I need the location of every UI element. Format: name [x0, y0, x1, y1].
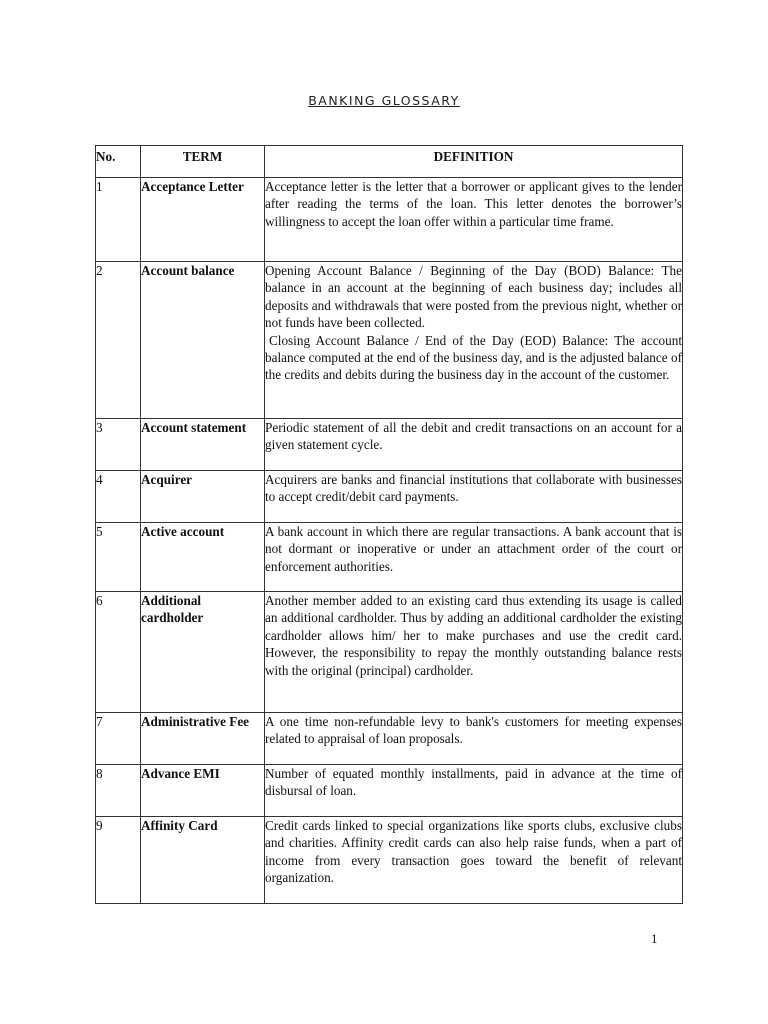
table-row [96, 419, 683, 471]
term-cell: Account balance [141, 262, 265, 419]
definition-cell [265, 765, 683, 817]
page-title: BANKING GLOSSARY [308, 93, 460, 108]
definition-cell [265, 471, 683, 523]
table-row [96, 765, 683, 817]
glossary-table [95, 145, 683, 904]
definition-text: Credit cards linked to special organizations like sports clubs, exclusive clubs and charities. Affinity credit cards can also help raise funds, when a part of income from every transaction goes toward the benefit of relevant organization. [265, 818, 682, 886]
term-cell: Account statement [141, 419, 265, 471]
row-number: 8 [96, 765, 141, 817]
term-cell: Additional cardholder [141, 592, 265, 713]
definition-text: Another member added to an existing card thus extending its usage is called an additional cardholder. Thus by adding an additional cardholder the existing cardholder allows him/ her to make purchases and use the credit card. However, the responsibility to repay the monthly outstanding balance rests with the original (principal) cardholder. [265, 593, 682, 678]
definition-text: Number of equated monthly installments, paid in advance at the time of disbursal of loan. [265, 766, 682, 799]
definition-cell [265, 523, 683, 592]
row-number: 1 [96, 178, 141, 262]
table-row [96, 178, 683, 262]
definition-text: Periodic statement of all the debit and credit transactions on an account for a given statement cycle. [265, 420, 682, 453]
definition-cell [265, 262, 683, 419]
definition-cell [265, 419, 683, 471]
definition-cell [265, 592, 683, 713]
row-number: 4 [96, 471, 141, 523]
table-row [96, 592, 683, 713]
table-row [96, 713, 683, 765]
table-row [96, 817, 683, 904]
row-number: 5 [96, 523, 141, 592]
table-row [96, 471, 683, 523]
column-header-term: TERM [141, 146, 265, 178]
term-cell: Affinity Card [141, 817, 265, 904]
row-number: 7 [96, 713, 141, 765]
table-row [96, 262, 683, 419]
term-cell: Administrative Fee [141, 713, 265, 765]
term-cell: Advance EMI [141, 765, 265, 817]
table-row [96, 523, 683, 592]
column-header-definition: DEFINITION [265, 146, 683, 178]
definition-cell [265, 817, 683, 904]
row-number: 2 [96, 262, 141, 419]
term-cell: Active account [141, 523, 265, 592]
term-cell: Acceptance Letter [141, 178, 265, 262]
definition-text: Acquirers are banks and financial institutions that collaborate with businesses to accept credit/debit card payments. [265, 472, 682, 505]
column-header-no: No. [96, 146, 141, 178]
definition-text: A bank account in which there are regular transactions. A bank account that is not dormant or inoperative or under an attachment order of the court or enforcement authorities. [265, 524, 682, 574]
definition-cell [265, 178, 683, 262]
table-header-row [96, 146, 683, 178]
row-number: 6 [96, 592, 141, 713]
page-number: 1 [651, 931, 658, 946]
glossary-body [96, 178, 683, 904]
row-number: 9 [96, 817, 141, 904]
row-number: 3 [96, 419, 141, 471]
definition-text: Opening Account Balance / Beginning of the Day (BOD) Balance: The balance in an account at the beginning of each business day; includes all deposits and withdrawals that were posted from the previous night, whether or not funds have been collected. [265, 263, 682, 331]
definition-cell [265, 713, 683, 765]
definition-text: Closing Account Balance / End of the Day (EOD) Balance: The account balance computed at the end of the business day, and is the adjusted balance of the credits and debits during the business day in the account of the customer. [265, 332, 682, 383]
definition-text: Acceptance letter is the letter that a borrower or applicant gives to the lender after reading the terms of the loan. This letter denotes the borrower’s willingness to accept the loan offer within a particular time frame. [265, 179, 682, 229]
term-cell: Acquirer [141, 471, 265, 523]
definition-text: A one time non-refundable levy to bank's customers for meeting expenses related to appraisal of loan proposals. [265, 714, 682, 747]
